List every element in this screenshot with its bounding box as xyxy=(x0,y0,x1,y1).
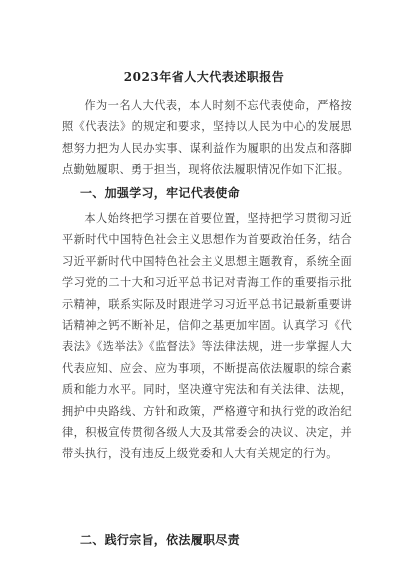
intro-paragraph: 作为一名人大代表，本人时刻不忘代表使命，严格按照《代表法》的规定和要求，坚持以人民为中心的发展思想努力把为人民办实事、谋利益作为履职的出发点和落脚点勤勉履职、勇于担当，现将依法履职情况作如下汇报。 xyxy=(62,99,352,177)
section-heading-2: 二、践行宗旨，依法履职尽责 xyxy=(80,533,240,547)
document-title: 2023年省人大代表述职报告 xyxy=(123,70,285,84)
section-heading-1: 一、加强学习，牢记代表使命 xyxy=(80,186,240,200)
section-paragraph-1: 本人始终把学习摆在首要位置，坚持把学习贯彻习近平新时代中国特色社会主义思想作为首要政治任务，结合习近平新时代中国特色社会主义思想主题教育，系统全面学习党的二十大和习近平总书记对青海工作的重要指示批示精神，联系实际及时跟进学习习近平总书记最新重要讲话精神之钙不断补足，信仰之基更加牢固。认真学习《代表法》《选举法》《监督法》等法律法规，进一步掌握人大代表应知、应会、应为事项，不断提高依法履职的综合素质和能力水平。同时，坚决遵守宪法和有关法律、法规，拥护中央路线、方针和政策，严格遵守和执行党的政治纪律，积极宣传贯彻各级人大及其常委会的决议、决定，并带头执行，没有违反上级党委和人大有关规定的行为。 xyxy=(62,212,352,461)
